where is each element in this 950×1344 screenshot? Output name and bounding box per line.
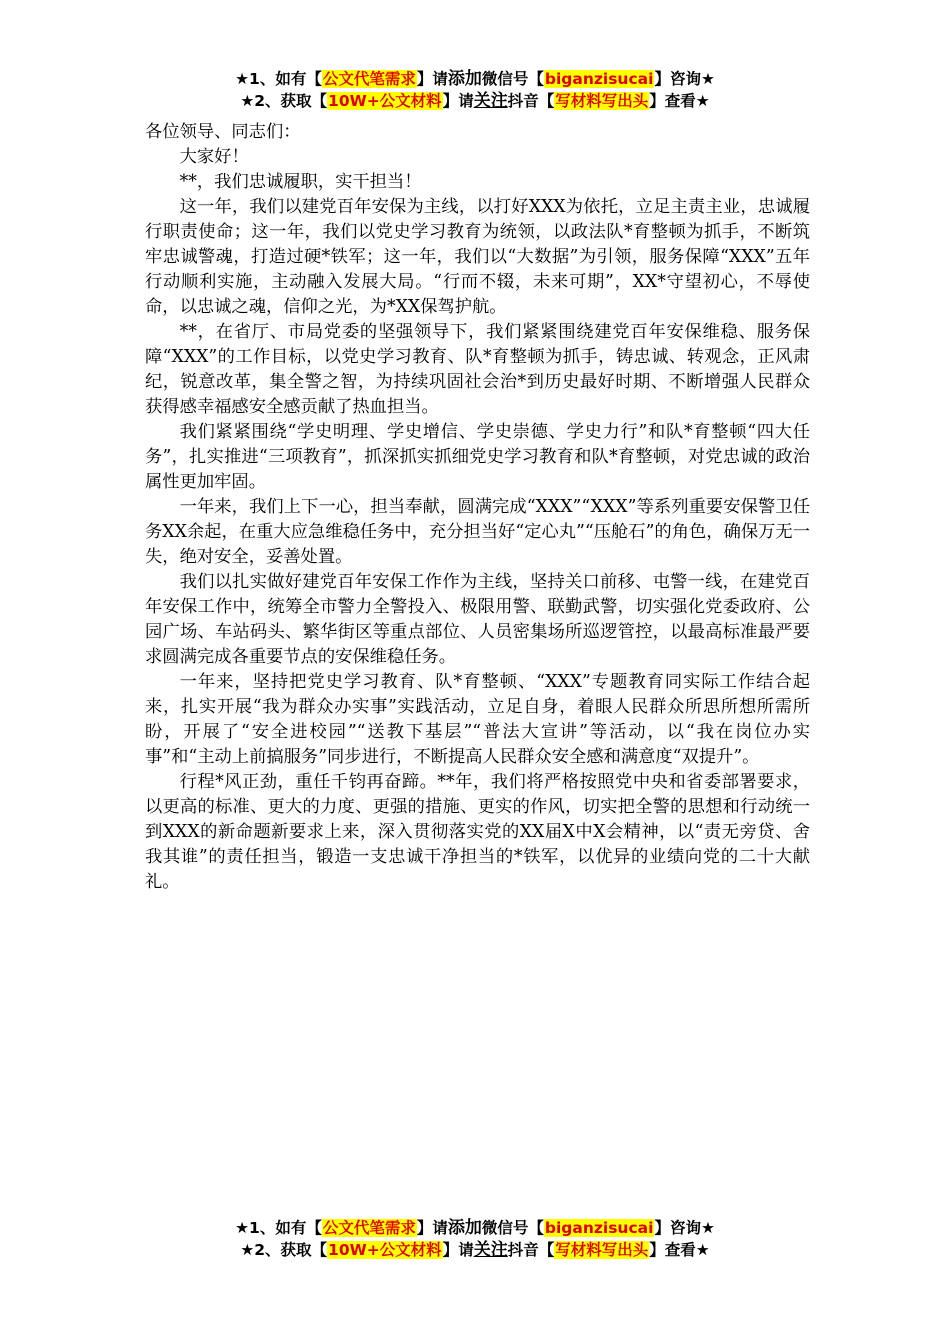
footer-line-2-highlight-douyin-account: 写材料写出头 bbox=[555, 1241, 649, 1259]
banner-line-2-highlight-materials: 10W+公文材料 bbox=[328, 92, 442, 110]
footer-banner-line-1 bbox=[0, 1217, 950, 1239]
footer-banner bbox=[0, 1217, 950, 1261]
banner-line-1-middle-a: 】请 bbox=[416, 70, 448, 88]
footer-line-2-prefix: ★2、获取【 bbox=[240, 1241, 328, 1259]
footer-banner-line-2 bbox=[0, 1239, 950, 1261]
banner-line-2-prefix: ★2、获取【 bbox=[240, 92, 328, 110]
banner-line-1-suffix: 】咨询★ bbox=[654, 70, 715, 88]
header-banner bbox=[0, 68, 950, 112]
footer-line-1-highlight-service: 公文代笔需求 bbox=[322, 1219, 416, 1237]
banner-line-1 bbox=[0, 68, 950, 90]
footer-line-1-highlight-wechat-id: biganzisucai bbox=[544, 1219, 654, 1237]
banner-line-2-suffix: 】查看★ bbox=[649, 92, 710, 110]
banner-line-1-emphasis: 添加 bbox=[447, 69, 482, 89]
paragraph: 一年来，我们上下一心，担当奉献，圆满完成“XXX”“XXX”等系列重要安保警卫任务XX余起，在重大应急维稳任务中，充分担当好“定心丸”“压舱石”的角色，确保万无一失，绝对安全，妥善处置。 bbox=[145, 497, 810, 567]
banner-line-1-highlight-service: 公文代笔需求 bbox=[322, 70, 416, 88]
footer-line-1-middle-a: 】请 bbox=[416, 1219, 448, 1237]
paragraph: 我们以扎实做好建党百年安保工作作为主线，坚持关口前移、屯警一线，在建党百年安保工作中，统筹全市警力全警投入、极限用警、联勤武警，切实强化党委政府、公园广场、车站码头、繁华街区等重点部位、人员密集场所巡逻管控，以最高标准最严要求圆满完成各重要节点的安保维稳任务。 bbox=[145, 572, 810, 667]
footer-line-1-prefix: ★1、如有【 bbox=[235, 1219, 322, 1237]
banner-line-2 bbox=[0, 90, 950, 112]
banner-line-2-middle-a: 】请 bbox=[442, 92, 474, 110]
paragraph-closing: 行程*风正劲，重任千钧再奋蹄。**年，我们将严格按照党中央和省委部署要求，以更高的标准、更大的力度、更强的措施、更实的作风，切实把全警的思想和行动统一到XXX的新命题新要求上来，深入贯彻落实党的XX届X中X会精神，以“责无旁贷、舍我其谁”的责任担当，锻造一支忠诚干净担当的*铁军，以优异的业绩向党的二十大献礼。 bbox=[145, 772, 810, 892]
paragraph: 一年来，坚持把党史学习教育、队*育整顿、“XXX”专题教育同实际工作结合起来，扎实开展“我为群众办实事”实践活动，立足自身，着眼人民群众所思所想所需所盼，开展了“安全进校园”“送教下基层”“普法大宣讲”等活动，以“我在岗位办实事”和“主动上前搞服务”同步进行，不断提高人民群众安全感和满意度“双提升”。 bbox=[145, 672, 810, 767]
banner-line-1-middle-b: 微信号【 bbox=[481, 70, 544, 88]
footer-line-2-middle-b: 抖音【 bbox=[507, 1241, 555, 1259]
footer-line-2-highlight-materials: 10W+公文材料 bbox=[328, 1241, 442, 1259]
footer-line-1-emphasis: 添加 bbox=[447, 1218, 482, 1238]
document-body bbox=[145, 120, 810, 895]
paragraph-greeting: 大家好！ bbox=[179, 147, 249, 167]
footer-line-2-middle-a: 】请 bbox=[442, 1241, 474, 1259]
banner-line-2-emphasis: 关注 bbox=[473, 91, 508, 111]
banner-line-1-prefix: ★1、如有【 bbox=[235, 70, 322, 88]
banner-line-2-highlight-douyin-account: 写材料写出头 bbox=[555, 92, 649, 110]
paragraph: 我们紧紧围绕“学史明理、学史增信、学史崇德、学史力行”和队*育整顿“四大任务”，扎实推进“三项教育”，抓深抓实抓细党史学习教育和队*育整顿，对党忠诚的政治属性更加牢固。 bbox=[145, 422, 810, 492]
banner-line-1-highlight-wechat-id: biganzisucai bbox=[544, 70, 654, 88]
footer-line-2-emphasis: 关注 bbox=[473, 1240, 508, 1260]
salutation: 各位领导、同志们： bbox=[145, 122, 301, 142]
paragraph-opening: **，我们忠诚履职，实干担当！ bbox=[179, 172, 422, 192]
footer-line-2-suffix: 】查看★ bbox=[649, 1241, 710, 1259]
footer-line-1-suffix: 】咨询★ bbox=[654, 1219, 715, 1237]
paragraph: **，在省厅、市局党委的坚强领导下，我们紧紧围绕建党百年安保维稳、服务保障“XXX”的工作目标，以党史学习教育、队*育整顿为抓手，铸忠诚、转观念，正风肃纪，锐意改革，集全警之智，为持续巩固社会治*到历史最好时期、不断增强人民群众获得感幸福感安全感贡献了热血担当。 bbox=[145, 322, 810, 417]
footer-line-1-middle-b: 微信号【 bbox=[481, 1219, 544, 1237]
banner-line-2-middle-b: 抖音【 bbox=[507, 92, 555, 110]
paragraph: 这一年，我们以建党百年安保为主线，以打好XXX为依托，立足主责主业，忠诚履行职责使命；这一年，我们以党史学习教育为统领，以政法队*育整顿为抓手，不断筑牢忠诚警魂，打造过硬*铁军；这一年，我们以“大数据”为引领，服务保障“XXX”五年行动顺利实施，主动融入发展大局。“行而不辍，未来可期”，XX*守望初心，不辱使命，以忠诚之魂，信仰之光，为*XX保驾护航。 bbox=[145, 197, 810, 317]
